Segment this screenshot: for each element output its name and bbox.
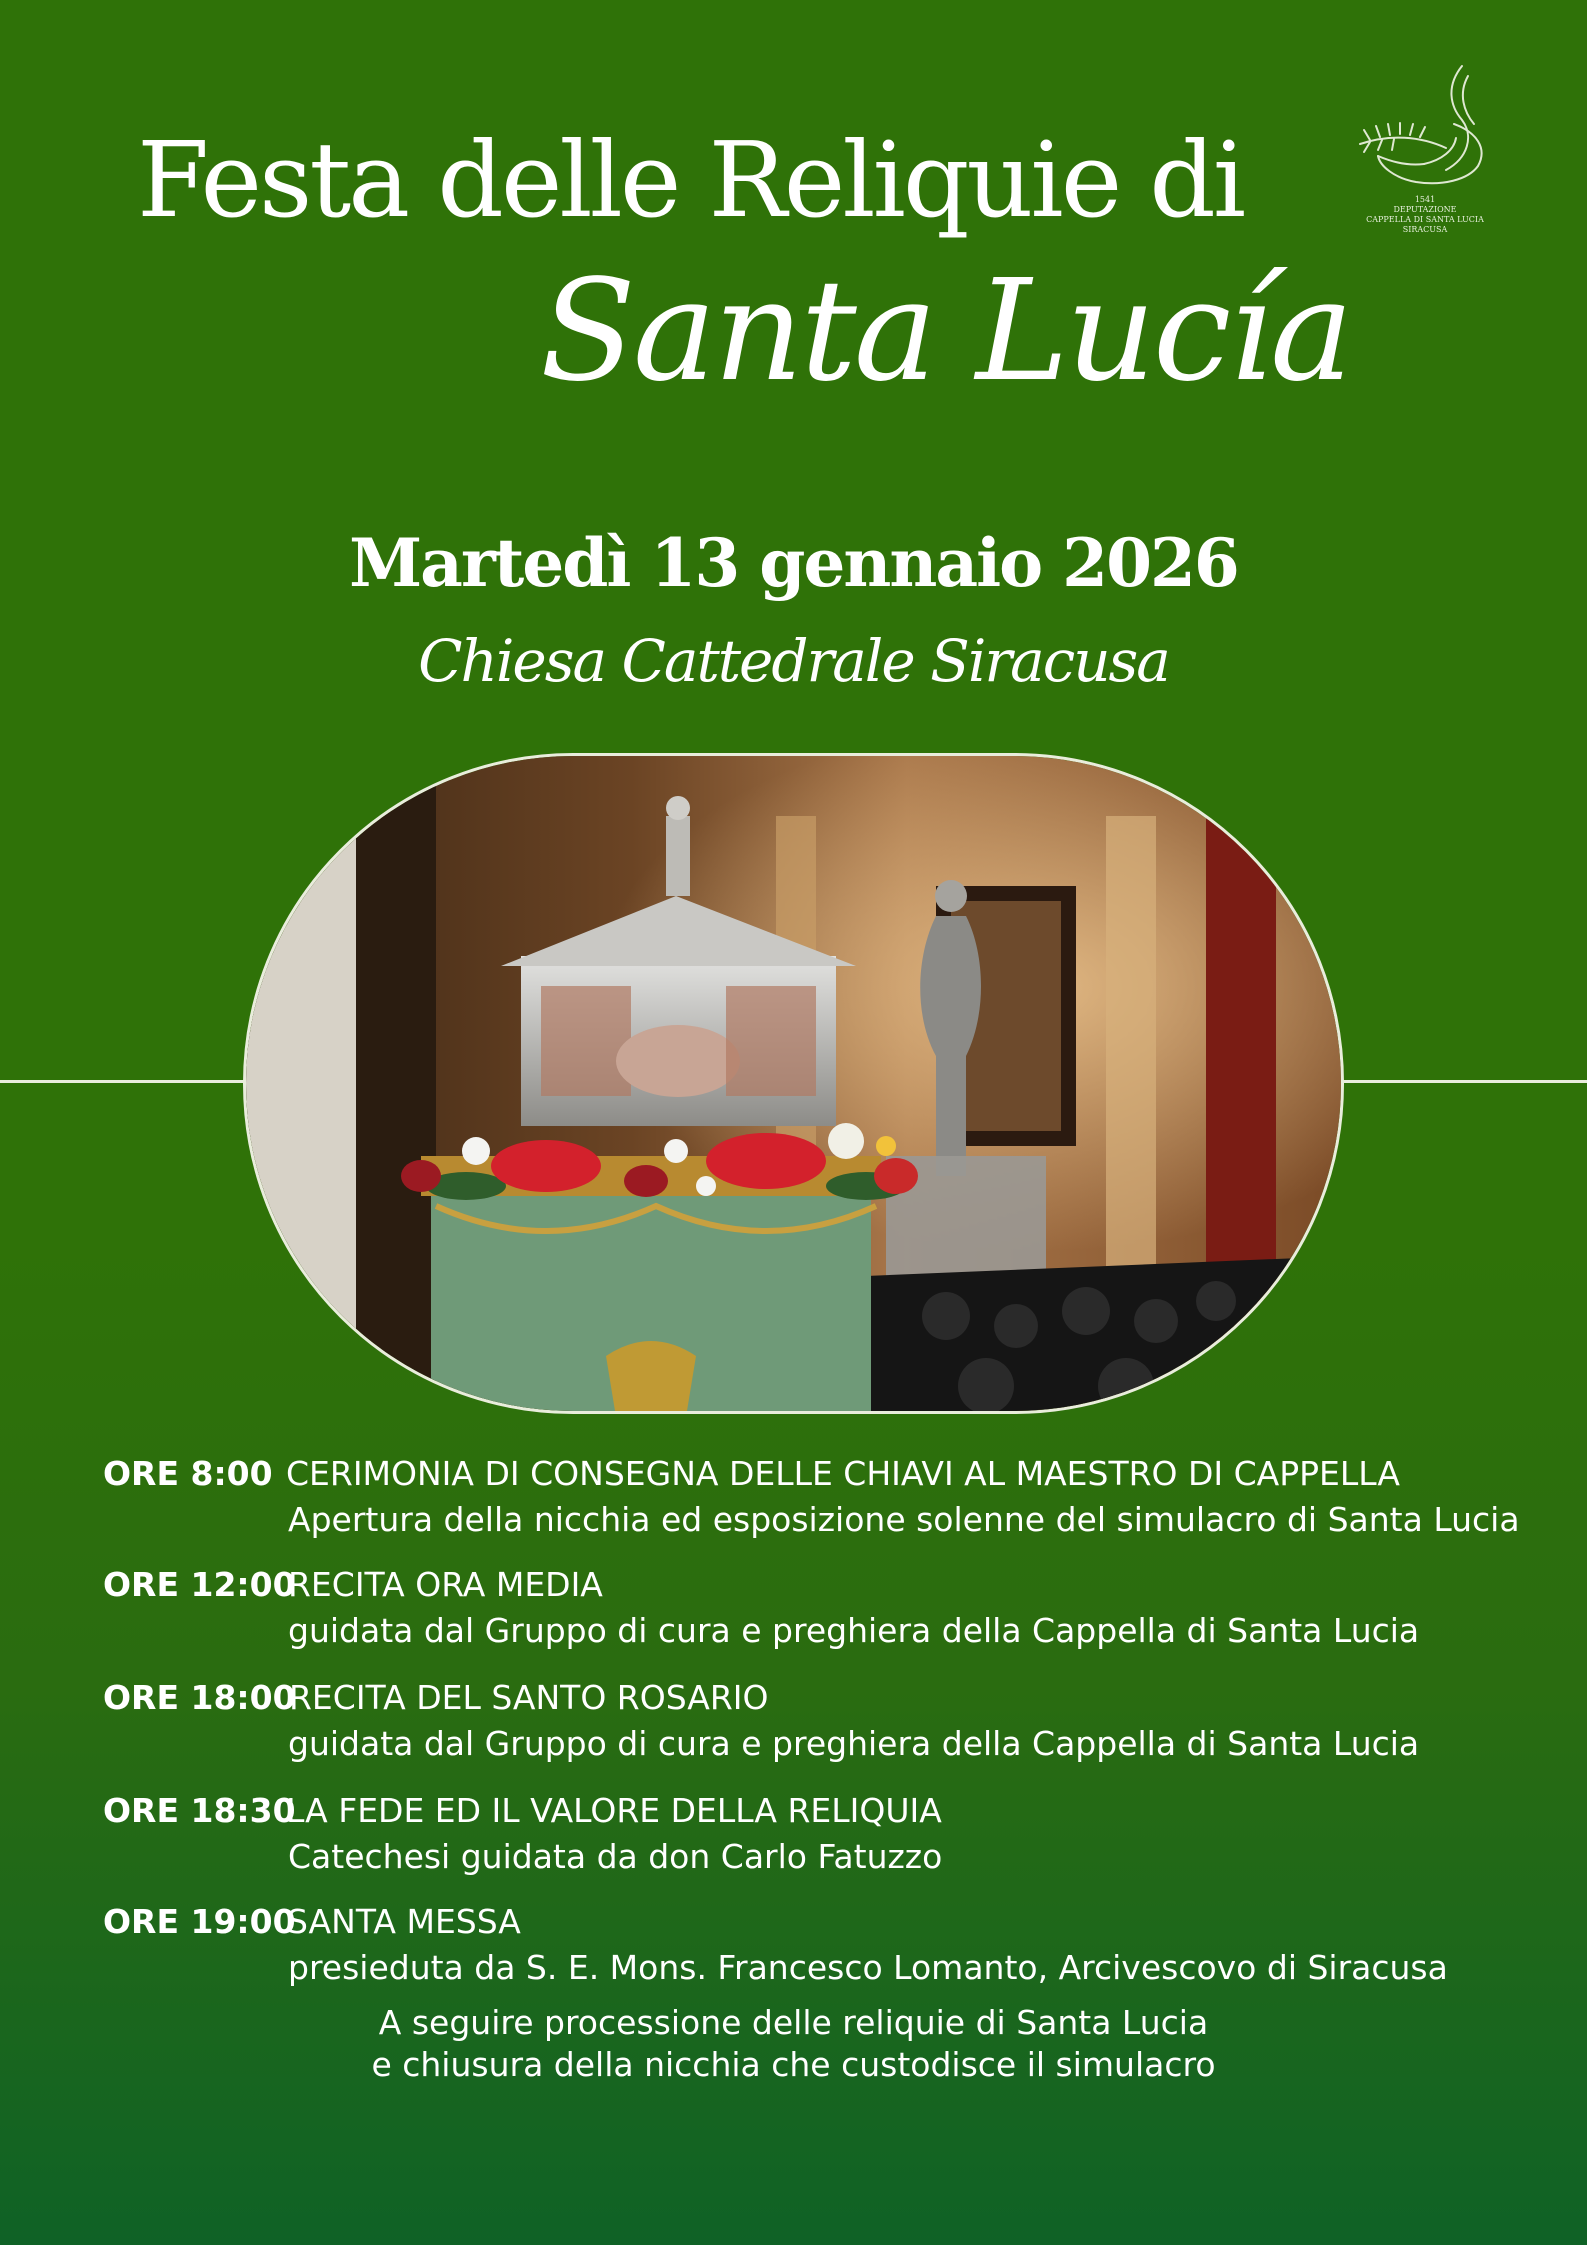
schedule-title: RECITA ORA MEDIA — [288, 1565, 603, 1604]
schedule-title: RECITA DEL SANTO ROSARIO — [289, 1678, 769, 1717]
schedule-title: LA FEDE ED IL VALORE DELLA RELIQUIA — [286, 1791, 942, 1830]
palm-and-flame-emblem-icon — [1350, 62, 1500, 192]
schedule-time: ORE 18:30 — [103, 1791, 296, 1830]
event-date: Martedì 13 gennaio 2026 — [349, 524, 1238, 602]
closing-note-line-1: A seguire processione delle reliquie di Santa Lucia — [378, 2003, 1209, 2042]
schedule-title: CERIMONIA DI CONSEGNA DELLE CHIAVI AL MAESTRO DI CAPPELLA — [286, 1454, 1401, 1493]
logo-caption-line: 1541 — [1414, 195, 1436, 204]
schedule-time: ORE 8:00 — [103, 1454, 273, 1493]
schedule-detail: Catechesi guidata da don Carlo Fatuzzo — [288, 1837, 943, 1876]
schedule-time: ORE 12:00 — [103, 1565, 296, 1604]
divider-line-left — [0, 1080, 246, 1083]
schedule-time: ORE 18:00 — [103, 1678, 296, 1717]
title-line-1: Festa delle Reliquie di — [137, 119, 1244, 241]
deputazione-logo — [1350, 62, 1500, 237]
schedule-detail: presieduta da S. E. Mons. Francesco Lomanto, Arcivescovo di Siracusa — [288, 1948, 1448, 1987]
schedule-title: SANTA MESSA — [287, 1902, 521, 1941]
schedule-detail: guidata dal Gruppo di cura e preghiera della Cappella di Santa Lucia — [288, 1724, 1420, 1763]
logo-caption — [1350, 195, 1500, 235]
event-venue: Chiesa Cattedrale Siracusa — [418, 627, 1169, 695]
logo-caption-line: DEPUTAZIONE — [1393, 205, 1457, 214]
title-line-2: Santa Lucía — [540, 250, 1351, 413]
reliquary-photo-illustration — [246, 756, 1344, 1414]
reliquary-photo — [243, 753, 1344, 1414]
schedule-time: ORE 19:00 — [103, 1902, 296, 1941]
schedule-detail: Apertura della nicchia ed esposizione solenne del simulacro di Santa Lucia — [288, 1500, 1520, 1539]
divider-line-right — [1342, 1080, 1587, 1083]
logo-caption-line: CAPPELLA DI SANTA LUCIA — [1366, 215, 1484, 224]
logo-caption-line: SIRACUSA — [1402, 225, 1448, 234]
closing-note-line-2: e chiusura della nicchia che custodisce il simulacro — [371, 2045, 1216, 2084]
schedule-detail: guidata dal Gruppo di cura e preghiera della Cappella di Santa Lucia — [288, 1611, 1420, 1650]
